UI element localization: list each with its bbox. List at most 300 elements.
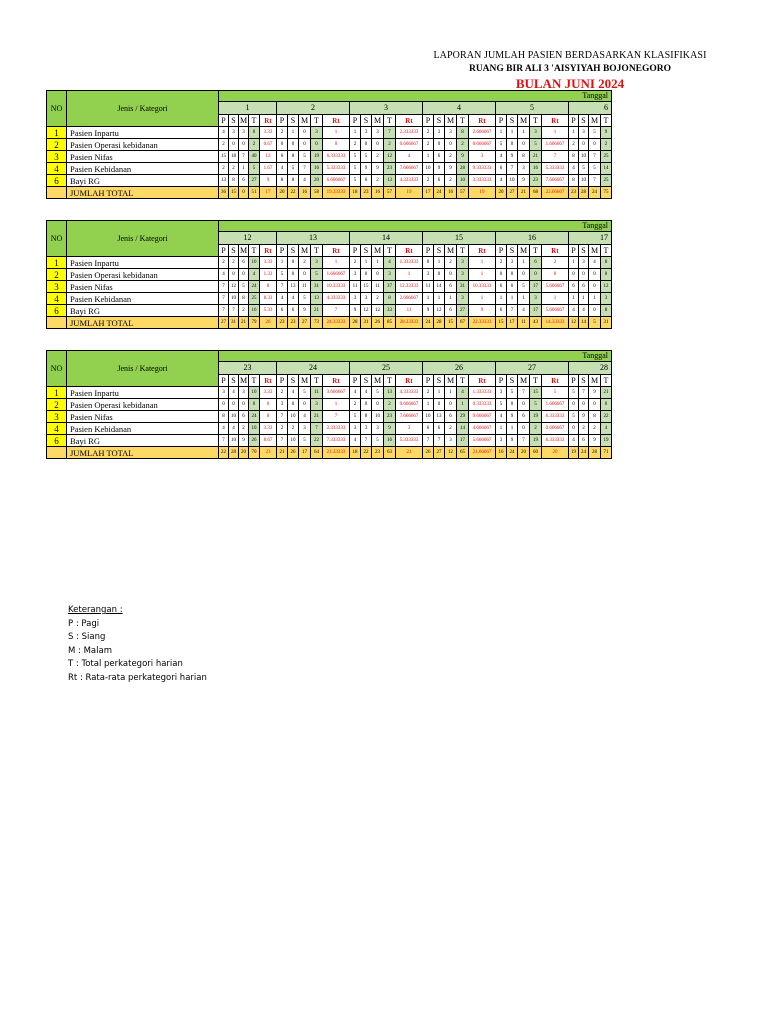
- report-month: BULAN JUNI 2024: [515, 76, 625, 91]
- cell-value: 0: [445, 269, 457, 281]
- cell-value: 7: [311, 423, 323, 435]
- cell-value: 4: [219, 269, 229, 281]
- cell-value: 0: [288, 269, 299, 281]
- cell-value: 0: [361, 139, 372, 151]
- cell-value: 6: [434, 423, 445, 435]
- cell-value: 7: [507, 305, 518, 317]
- cell-value: 3: [445, 127, 457, 139]
- cell-value: 7: [239, 151, 249, 163]
- cell-value: 9: [469, 305, 496, 317]
- cell-value: 1: [434, 257, 445, 269]
- cell-value: 10: [288, 411, 299, 423]
- cell-value: 10: [372, 411, 384, 423]
- column-label-t: T: [311, 245, 323, 257]
- cell-value: 1: [507, 127, 518, 139]
- cell-value: 23: [569, 187, 579, 199]
- day-number: 26: [423, 362, 496, 375]
- cell-value: 25: [601, 175, 612, 187]
- data-table-3: [46, 350, 612, 459]
- cell-value: 0: [299, 127, 311, 139]
- legend: [68, 604, 207, 686]
- cell-value: 10: [579, 175, 589, 187]
- cell-value: 4: [496, 411, 507, 423]
- cell-value: 1.666667: [323, 269, 350, 281]
- cell-value: 8.67: [260, 435, 277, 447]
- column-label-s: S: [229, 375, 239, 387]
- cell-value: 4.333333: [396, 387, 423, 399]
- column-label-s: S: [229, 245, 239, 257]
- column-label-s: S: [288, 115, 299, 127]
- cell-value: 3: [219, 387, 229, 399]
- cell-value: 6: [277, 151, 288, 163]
- cell-value: 1.333333: [396, 257, 423, 269]
- cell-value: 64: [311, 447, 323, 459]
- cell-value: 25: [249, 293, 260, 305]
- cell-value: 3: [361, 127, 372, 139]
- cell-value: 26: [260, 317, 277, 329]
- table-row: [47, 151, 612, 163]
- cell-value: 9: [372, 163, 384, 175]
- cell-value: 24: [507, 447, 518, 459]
- data-table-2: [46, 220, 612, 329]
- cell-value: 0: [507, 139, 518, 151]
- cell-value: 11: [423, 281, 434, 293]
- column-label-m: M: [299, 115, 311, 127]
- day-number: 6: [569, 102, 612, 115]
- column-label-s: S: [507, 245, 518, 257]
- cell-value: 1: [469, 257, 496, 269]
- cell-value: 11: [299, 281, 311, 293]
- cell-value: 6: [496, 281, 507, 293]
- cell-value: 4.666667: [469, 423, 496, 435]
- cell-value: 0.666667: [469, 139, 496, 151]
- cell-value: 21: [518, 187, 530, 199]
- cell-value: 7: [579, 387, 589, 399]
- cell-value: 16: [372, 187, 384, 199]
- cell-value: 0: [372, 399, 384, 411]
- cell-value: 28: [350, 317, 361, 329]
- cell-value: 7: [219, 435, 229, 447]
- column-label-rt: Rt: [260, 375, 277, 387]
- cell-value: 20: [542, 447, 569, 459]
- cell-value: 1: [445, 293, 457, 305]
- cell-value: 4: [299, 411, 311, 423]
- column-label-p: P: [569, 115, 579, 127]
- column-label-m: M: [299, 245, 311, 257]
- cell-value: 13: [384, 175, 396, 187]
- cell-value: 1: [469, 293, 496, 305]
- cell-value: 2: [277, 127, 288, 139]
- cell-value: 5: [589, 127, 601, 139]
- cell-value: 4: [569, 435, 579, 447]
- category-name: Pasien Nifas: [67, 281, 219, 293]
- cell-value: 6: [530, 257, 542, 269]
- cell-value: 8: [384, 293, 396, 305]
- cell-value: 0: [299, 269, 311, 281]
- cell-value: 15: [496, 317, 507, 329]
- column-label-m: M: [518, 375, 530, 387]
- column-label-p: P: [350, 375, 361, 387]
- cell-value: 13: [288, 281, 299, 293]
- cell-value: 6: [518, 411, 530, 423]
- column-label-t: T: [601, 115, 612, 127]
- data-table-1: [46, 90, 612, 199]
- cell-value: 1: [589, 293, 601, 305]
- cell-value: 1: [579, 293, 589, 305]
- cell-value: 15: [361, 281, 372, 293]
- cell-value: 71: [601, 447, 612, 459]
- cell-value: 31: [457, 281, 469, 293]
- cell-value: 1: [507, 293, 518, 305]
- column-label-s: S: [579, 245, 589, 257]
- cell-value: 3: [239, 127, 249, 139]
- cell-value: 0: [496, 269, 507, 281]
- table-row: [47, 411, 612, 423]
- cell-value: 19: [396, 187, 423, 199]
- cell-value: 7: [507, 163, 518, 175]
- cell-value: 8: [569, 175, 579, 187]
- cell-value: 9: [601, 127, 612, 139]
- column-label-m: M: [239, 245, 248, 255]
- total-row: [47, 447, 612, 459]
- day-number: 17: [569, 232, 612, 245]
- category-name: Pasien Operasi kebidanan: [67, 269, 219, 281]
- cell-value: 1: [518, 293, 530, 305]
- cell-value: 1: [423, 293, 434, 305]
- column-label-rt: Rt: [396, 375, 423, 387]
- cell-value: 9: [361, 163, 372, 175]
- column-label-s: S: [288, 245, 299, 257]
- cell-value: 1: [372, 257, 384, 269]
- cell-value: 3: [350, 293, 361, 305]
- cell-value: 0: [589, 399, 601, 411]
- row-number: 6: [47, 305, 67, 317]
- cell-value: 21: [239, 317, 249, 329]
- cell-value: 0: [589, 269, 601, 281]
- cell-value: 14: [434, 281, 445, 293]
- day-number: 25: [350, 362, 423, 375]
- cell-value: 8: [260, 411, 277, 423]
- column-label-t: T: [311, 115, 323, 127]
- cell-value: 0: [361, 399, 372, 411]
- cell-value: 5: [277, 269, 288, 281]
- column-label-m: M: [518, 245, 530, 257]
- cell-value: 6: [239, 175, 249, 187]
- cell-value: 2: [229, 163, 239, 175]
- cell-value: 9: [589, 387, 601, 399]
- cell-value: 4: [350, 387, 361, 399]
- legend-item-rata-rata: Rt : Rata-rata perkategori harian: [68, 672, 207, 683]
- cell-value: 0: [219, 399, 229, 411]
- cell-value: 2: [496, 257, 507, 269]
- cell-value: 5.333333: [323, 163, 350, 175]
- cell-value: 8.33: [260, 293, 277, 305]
- cell-value: 3: [530, 293, 542, 305]
- cell-value: 2: [445, 257, 457, 269]
- column-label-t: T: [249, 375, 260, 387]
- category-name: Pasien Inpartu: [67, 127, 219, 139]
- cell-value: 24: [434, 187, 445, 199]
- cell-value: 22: [311, 435, 323, 447]
- cell-value: 23: [361, 187, 372, 199]
- cell-value: 3: [277, 399, 288, 411]
- row-number: 3: [47, 151, 67, 163]
- cell-value: 0: [569, 269, 579, 281]
- row-number: 1: [47, 127, 67, 139]
- cell-value: 1: [569, 127, 579, 139]
- cell-value: 31: [311, 281, 323, 293]
- column-label-rt: Rt: [396, 115, 423, 127]
- column-label-p: P: [219, 375, 229, 387]
- cell-value: 3.33: [260, 387, 277, 399]
- cell-value: 2.666667: [469, 127, 496, 139]
- cell-value: 7: [299, 163, 311, 175]
- cell-value: 4: [601, 423, 612, 435]
- cell-value: 0: [372, 139, 384, 151]
- cell-value: 2: [423, 175, 434, 187]
- cell-value: 2: [239, 305, 249, 317]
- cell-value: 8: [569, 151, 579, 163]
- column-label-p: P: [496, 245, 507, 257]
- cell-value: 9: [239, 435, 249, 447]
- header-jenis-kategori: Jenis / Kategori: [67, 351, 219, 387]
- cell-value: 7: [518, 387, 530, 399]
- cell-value: 2: [423, 139, 434, 151]
- row-number: [47, 317, 67, 329]
- cell-value: 2: [219, 163, 229, 175]
- table-row: [47, 127, 612, 139]
- row-number: [47, 447, 67, 459]
- cell-value: 21: [277, 447, 288, 459]
- cell-value: 0: [239, 187, 249, 199]
- total-label: JUMLAH TOTAL: [67, 447, 219, 459]
- cell-value: 10: [229, 293, 239, 305]
- cell-value: 23: [530, 175, 542, 187]
- cell-value: 15: [445, 317, 457, 329]
- column-label-rt: Rt: [396, 245, 423, 257]
- cell-value: 0: [518, 269, 530, 281]
- cell-value: 3: [299, 423, 311, 435]
- cell-value: 3: [350, 423, 361, 435]
- cell-value: 3: [601, 293, 612, 305]
- column-label-p: P: [423, 115, 434, 127]
- cell-value: 70: [249, 447, 260, 459]
- cell-value: 23: [260, 447, 277, 459]
- cell-value: 4: [288, 387, 299, 399]
- column-label-rt: Rt: [469, 115, 496, 127]
- day-number: 24: [277, 362, 350, 375]
- cell-value: 0: [507, 269, 518, 281]
- cell-value: 8: [239, 293, 249, 305]
- cell-value: 22.66667: [542, 187, 569, 199]
- cell-value: 4: [219, 127, 229, 139]
- cell-value: 8: [288, 151, 299, 163]
- cell-value: 5.33: [260, 305, 277, 317]
- cell-value: 24: [423, 317, 434, 329]
- cell-value: 0: [277, 139, 288, 151]
- cell-value: 5: [372, 435, 384, 447]
- column-label-rt: Rt: [469, 375, 496, 387]
- table-row: [47, 281, 612, 293]
- column-label-s: S: [579, 115, 589, 127]
- header-jenis-kategori: Jenis / Kategori: [67, 221, 219, 257]
- cell-value: 5: [579, 163, 589, 175]
- cell-value: 3.666667: [323, 387, 350, 399]
- cell-value: 1: [434, 387, 445, 399]
- cell-value: 7: [229, 305, 239, 317]
- cell-value: 23: [384, 163, 396, 175]
- cell-value: 5: [372, 387, 384, 399]
- cell-value: 24: [249, 281, 260, 293]
- cell-value: 4: [518, 305, 530, 317]
- cell-value: 4: [277, 163, 288, 175]
- column-label-t: T: [249, 245, 260, 257]
- cell-value: 0: [445, 139, 457, 151]
- cell-value: 51: [249, 187, 260, 199]
- header-no: NO: [47, 221, 67, 257]
- total-label: JUMLAH TOTAL: [67, 187, 219, 199]
- cell-value: 2: [579, 423, 589, 435]
- cell-value: 2.333333: [396, 127, 423, 139]
- cell-value: 75: [601, 187, 612, 199]
- cell-value: 5: [299, 293, 311, 305]
- column-label-p: P: [277, 245, 288, 257]
- cell-value: 7: [518, 435, 530, 447]
- cell-value: 5: [569, 387, 579, 399]
- cell-value: 9: [457, 151, 469, 163]
- cell-value: 7.666667: [396, 163, 423, 175]
- column-label-rt: Rt: [260, 245, 277, 257]
- report-title: LAPORAN JUMLAH PASIEN BERDASARKAN KLASIFIKASI: [433, 50, 707, 61]
- cell-value: 4: [496, 151, 507, 163]
- cell-value: 4: [277, 293, 288, 305]
- cell-value: 16: [384, 435, 396, 447]
- cell-value: 3: [361, 423, 372, 435]
- cell-value: 1: [496, 127, 507, 139]
- cell-value: 6.666667: [323, 175, 350, 187]
- cell-value: 14: [579, 317, 589, 329]
- cell-value: 3: [496, 435, 507, 447]
- cell-value: 0: [311, 139, 323, 151]
- cell-value: 17: [530, 281, 542, 293]
- cell-value: 8: [229, 175, 239, 187]
- cell-value: 11: [396, 305, 423, 317]
- cell-value: 1: [288, 127, 299, 139]
- cell-value: 24.33333: [323, 317, 350, 329]
- cell-value: 5: [249, 163, 260, 175]
- cell-value: 13: [384, 387, 396, 399]
- cell-value: 3: [229, 127, 239, 139]
- cell-value: 2.333333: [323, 423, 350, 435]
- cell-value: 21: [530, 151, 542, 163]
- cell-value: 0: [507, 399, 518, 411]
- cell-value: 2: [277, 387, 288, 399]
- cell-value: 27: [299, 317, 311, 329]
- cell-value: 7: [434, 435, 445, 447]
- column-label-rt: Rt: [323, 115, 350, 127]
- cell-value: 28: [229, 447, 239, 459]
- column-label-s: S: [579, 375, 589, 387]
- cell-value: 20: [277, 187, 288, 199]
- cell-value: 21: [311, 305, 323, 317]
- cell-value: 67: [457, 317, 469, 329]
- cell-value: 6: [361, 175, 372, 187]
- day-number: 15: [423, 232, 496, 245]
- cell-value: 17: [299, 447, 311, 459]
- cell-value: 1: [542, 127, 569, 139]
- cell-value: 27: [457, 305, 469, 317]
- column-label-t: T: [530, 245, 542, 257]
- cell-value: 8: [260, 281, 277, 293]
- cell-value: 3.33: [260, 257, 277, 269]
- cell-value: 6: [434, 175, 445, 187]
- column-label-s: S: [434, 245, 445, 257]
- cell-value: 7: [219, 281, 229, 293]
- column-label-p: P: [569, 245, 579, 257]
- cell-value: 3: [239, 387, 249, 399]
- column-label-t: T: [311, 375, 323, 387]
- cell-value: 12: [569, 317, 579, 329]
- table-row: [47, 163, 612, 175]
- column-label-s: S: [434, 375, 445, 387]
- cell-value: 8: [601, 305, 612, 317]
- column-label-t: T: [384, 115, 396, 127]
- cell-value: 8: [589, 411, 601, 423]
- cell-value: 19: [530, 411, 542, 423]
- cell-value: 4: [299, 175, 311, 187]
- cell-value: 3: [372, 423, 384, 435]
- cell-value: 1: [277, 257, 288, 269]
- cell-value: 3: [311, 127, 323, 139]
- row-number: 6: [47, 435, 67, 447]
- cell-value: 2: [445, 175, 457, 187]
- column-label-m: M: [589, 115, 601, 127]
- column-label-t: T: [530, 375, 542, 387]
- column-label-s: S: [361, 375, 372, 387]
- cell-value: 1: [569, 293, 579, 305]
- category-name: Pasien Operasi kebidanan: [67, 399, 219, 411]
- cell-value: 0.666667: [542, 423, 569, 435]
- cell-value: 1: [445, 387, 457, 399]
- cell-value: 2: [589, 423, 601, 435]
- cell-value: 24: [579, 447, 589, 459]
- cell-value: 7: [589, 175, 601, 187]
- cell-value: 28.33333: [396, 317, 423, 329]
- cell-value: 57: [384, 187, 396, 199]
- column-label-m: M: [372, 115, 384, 127]
- column-label-m: M: [299, 375, 311, 387]
- cell-value: 16: [299, 187, 311, 199]
- cell-value: 19: [311, 151, 323, 163]
- cell-value: 7: [542, 151, 569, 163]
- cell-value: 12: [601, 281, 612, 293]
- cell-value: 3: [372, 127, 384, 139]
- cell-value: 2: [350, 257, 361, 269]
- cell-value: 4: [229, 387, 239, 399]
- column-label-t: T: [601, 375, 612, 387]
- legend-item-pagi: P : Pagi: [68, 618, 100, 629]
- column-label-rt: Rt: [323, 375, 350, 387]
- column-label-s: S: [507, 375, 518, 387]
- cell-value: 1: [569, 257, 579, 269]
- cell-value: 22: [288, 187, 299, 199]
- category-name: Pasien Kebidanan: [67, 423, 219, 435]
- cell-value: 0: [361, 269, 372, 281]
- cell-value: 14: [601, 163, 612, 175]
- cell-value: 3: [579, 127, 589, 139]
- column-label-p: P: [350, 115, 361, 127]
- cell-value: 26: [372, 317, 384, 329]
